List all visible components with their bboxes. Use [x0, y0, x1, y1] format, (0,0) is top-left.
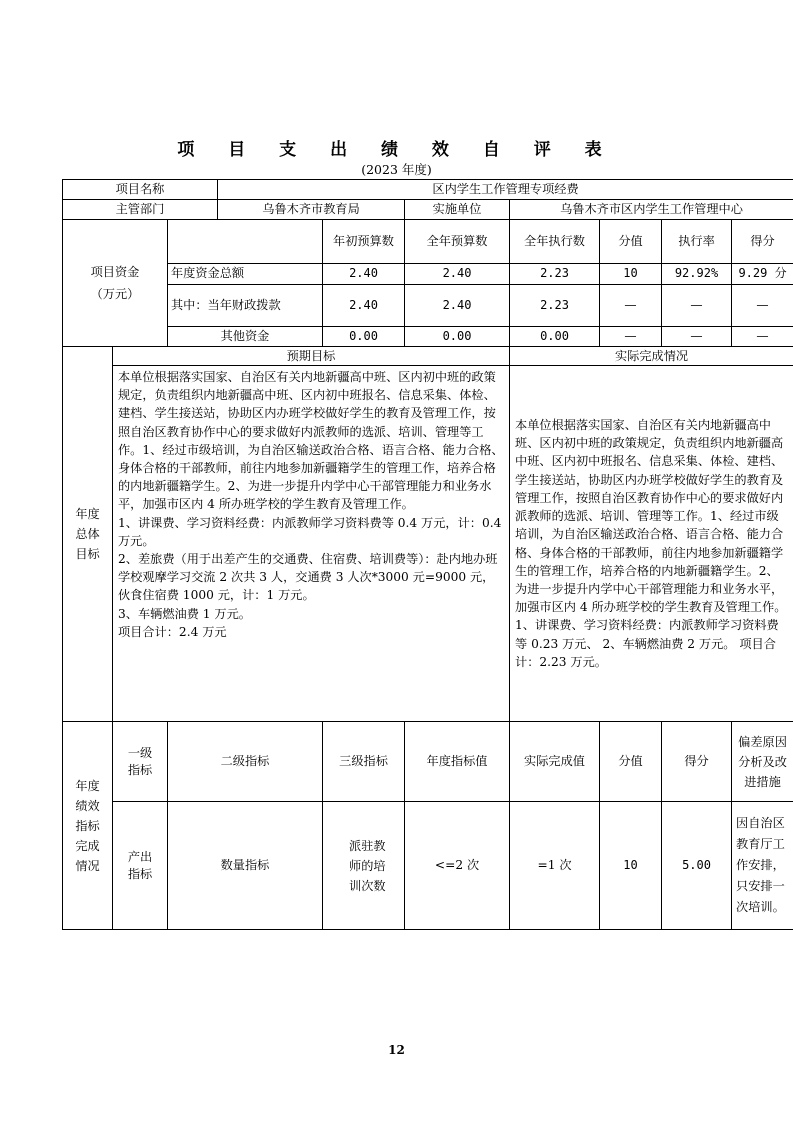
- funds-rate: —: [662, 326, 732, 346]
- indicator-header-target: 年度指标值: [405, 722, 510, 802]
- funds-row: [63, 263, 793, 284]
- row-goals-content: [63, 366, 793, 722]
- funds-executed: 2.23: [510, 263, 600, 284]
- indicator-level1: 产出指标: [113, 802, 168, 930]
- funds-row: [63, 326, 793, 346]
- row-department: [63, 199, 793, 219]
- goals-label: 年度总体目标: [63, 346, 113, 722]
- actual-result-label: 实际完成情况: [510, 346, 793, 366]
- funds-initial: 2.40: [323, 284, 405, 326]
- funds-header-annual: 全年预算数: [405, 219, 510, 263]
- funds-executed: 2.23: [510, 284, 600, 326]
- funds-annual: 2.40: [405, 263, 510, 284]
- row-indicator-header: [63, 722, 793, 802]
- funds-header-executed: 全年执行数: [510, 219, 600, 263]
- dept-label: 主管部门: [63, 199, 218, 219]
- indicator-header-score: 得分: [662, 722, 732, 802]
- indicator-target: <=2 次: [405, 802, 510, 930]
- funds-label: 项目资金 （万元）: [63, 219, 168, 346]
- funds-initial: 2.40: [323, 263, 405, 284]
- funds-score-value: —: [600, 284, 662, 326]
- project-name-label: 项目名称: [63, 180, 218, 200]
- indicator-row: [63, 802, 793, 930]
- indicators-label: 年度绩效指标完成情况: [63, 722, 113, 930]
- funds-header-rate: 执行率: [662, 219, 732, 263]
- indicator-header-actual: 实际完成值: [510, 722, 600, 802]
- funds-score: —: [732, 326, 793, 346]
- row-project-name: [63, 180, 793, 200]
- row-goals-header: [63, 346, 793, 366]
- funds-score: 9.29 分: [732, 263, 793, 284]
- unit-value: 乌鲁木齐市区内学生工作管理中心: [510, 199, 793, 219]
- expected-goal-text: 本单位根据落实国家、自治区有关内地新疆高中班、区内初中班的政策规定，负责组织内地新疆高中班、区内初中班报名、信息采集、体检、建档、学生接送站，协助区内办班学校做好学生的教育及管理工作，按照自治区教育协作中心的要求做好内派教师的选派、培训、管理等工作。1、经过市级培训，为自治区输送政治合格、语言合格、能力合格、身体合格的干部教师，前往内地参加新疆籍学生的管理工作，培养合格的内地新疆籍学生。2、为进一步提升内学中心干部管理能力和业务水平，加强市区内 4 所办班学校的学生教育及管理工作。 1、讲课费、学习资料经费：内派教师学习资料费等 0.4 万元，计：0.4 万元。 2、差旅费（用于出差产生的交通费、住宿费、培训费等）：赴内地办班学校观摩学习交流 2 次共 3 人，交通费 3 人次*3000 元=9000 元，伙食住宿费 1000 元，计：1 万元。 3、车辆燃油费 1 万元。 项目合计：2.4 万元: [113, 366, 510, 722]
- row-funds-header: [63, 219, 793, 263]
- funds-row-label: 其他资金: [168, 326, 323, 346]
- funds-rate: 92.92%: [662, 263, 732, 284]
- indicator-level3: 派驻教师的培训次数: [323, 802, 405, 930]
- funds-row-label: 其中：当年财政拨款: [168, 284, 323, 326]
- funds-annual: 0.00: [405, 326, 510, 346]
- funds-header-blank: [168, 219, 323, 263]
- funds-row-label: 年度资金总额: [168, 263, 323, 284]
- funds-rate: —: [662, 284, 732, 326]
- project-name: 区内学生工作管理专项经费: [218, 180, 793, 200]
- performance-table: [62, 179, 793, 930]
- funds-header-initial: 年初预算数: [323, 219, 405, 263]
- page-subtitle: (2023 年度): [361, 162, 432, 177]
- page-title: 项 目 支 出 绩 效 自 评 表: [177, 140, 616, 160]
- funds-row: [63, 284, 793, 326]
- expected-goal-label: 预期目标: [113, 346, 510, 366]
- indicator-actual: =1 次: [510, 802, 600, 930]
- funds-annual: 2.40: [405, 284, 510, 326]
- unit-label: 实施单位: [405, 199, 510, 219]
- indicator-header-score-value: 分值: [600, 722, 662, 802]
- indicator-header-level3: 三级指标: [323, 722, 405, 802]
- funds-score-value: 10: [600, 263, 662, 284]
- funds-initial: 0.00: [323, 326, 405, 346]
- funds-score: —: [732, 284, 793, 326]
- funds-header-score-value: 分值: [600, 219, 662, 263]
- dept-value: 乌鲁木齐市教育局: [218, 199, 405, 219]
- indicator-header-level2: 二级指标: [168, 722, 323, 802]
- indicator-score-value: 10: [600, 802, 662, 930]
- funds-executed: 0.00: [510, 326, 600, 346]
- indicator-level2: 数量指标: [168, 802, 323, 930]
- funds-header-score: 得分: [732, 219, 793, 263]
- indicator-analysis: 因自治区教育厅工作安排，只安排一次培训。: [732, 802, 793, 930]
- funds-score-value: —: [600, 326, 662, 346]
- indicator-header-analysis: 偏差原因分析及改进措施: [732, 722, 793, 802]
- indicator-score: 5.00: [662, 802, 732, 930]
- page-number: 12: [388, 1043, 405, 1057]
- actual-result-text: 本单位根据落实国家、自治区有关内地新疆高中班、区内初中班的政策规定，负责组织内地新疆高中班、区内初中班报名、信息采集、体检、建档、学生接送站，协助区内办班学校做好学生的教育及管理工作，按照自治区教育协作中心的要求做好内派教师的选派、培训、管理等工作。1、经过市级培训，为自治区输送政治合格、语言合格、能力合格、身体合格的干部教师，前往内地参加新疆籍学生的管理工作，培养合格的内地新疆籍学生。2、为进一步提升内学中心干部管理能力和业务水平，加强市区内 4 所办班学校的学生教育及管理工作。 1、讲课费、学习资料经费：内派教师学习资料费等 0.23 万元、 2、车辆燃油费 2 万元。 项目合计：2.23 万元。: [510, 366, 793, 722]
- indicator-header-level1: 一级指标: [113, 722, 168, 802]
